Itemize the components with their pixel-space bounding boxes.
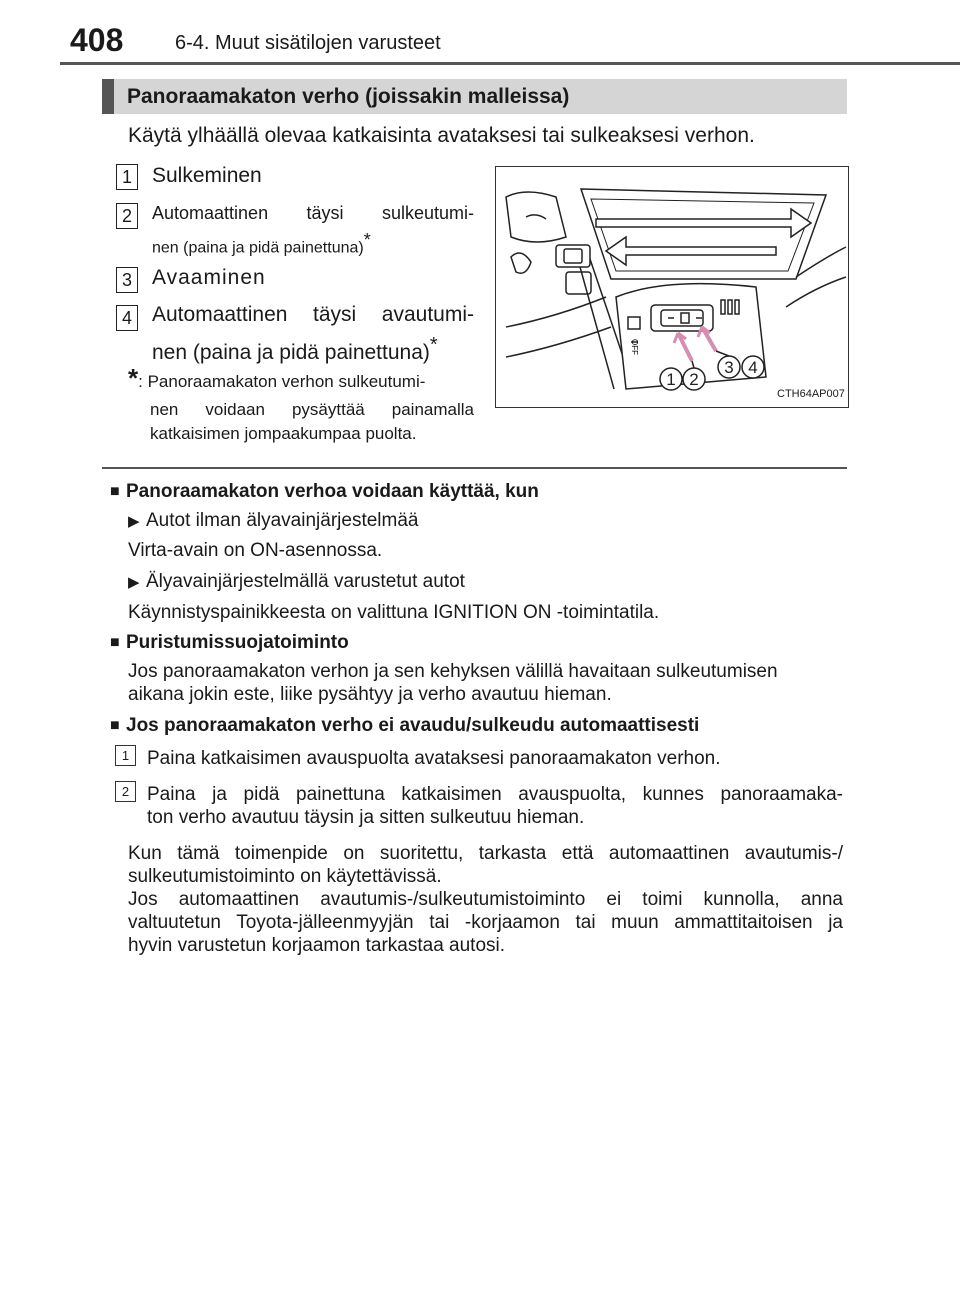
intro-text: Käytä ylhäällä olevaa katkaisinta avataksesi tai sulkeaksesi verhon.	[128, 124, 755, 147]
section-marker-3: ■	[110, 717, 120, 734]
item-number-1: 1	[116, 164, 138, 190]
section-3-para-line2: sulkeutumistoiminto on käytettävissä.	[128, 866, 442, 887]
section-2-line2: aikana jokin este, liike pysähtyy ja verho avautuu hieman.	[128, 684, 612, 705]
item-3-label: Avaaminen	[152, 266, 266, 289]
item-2-asterisk: *	[363, 230, 371, 250]
figure-code: CTH64AP007	[777, 388, 845, 400]
item-4-asterisk: *	[429, 334, 438, 356]
step-2-line2: ton verho avautuu täysin ja sitten sulkeutuu hieman.	[147, 807, 585, 828]
callout-4: 4	[748, 358, 758, 377]
section-marker-1: ■	[110, 483, 120, 500]
section-1-bullet-2: Älyavainjärjestelmällä varustetut autot	[146, 571, 465, 592]
footnote-line3: katkaisimen jompaakumpaa puolta.	[150, 424, 417, 443]
section-3-para-line5: hyvin varustetun korjaamon tarkastaa autosi.	[128, 935, 506, 956]
bullet-arrow-icon-1: ▶	[128, 513, 140, 530]
footnote-line1	[128, 363, 426, 394]
section-3-para-line4: valtuutetun Toyota-jälleenmyyjän tai -korjaamon tai muun ammattitaitoisen ja	[128, 912, 843, 933]
item-4-line2	[152, 334, 438, 365]
section-3-heading: Jos panoraamakaton verho ei avaudu/sulkeudu automaattisesti	[126, 715, 700, 736]
section-title: 6-4. Muut sisätilojen varusteet	[175, 32, 441, 54]
section-2-heading: Puristumissuojatoiminto	[126, 632, 349, 653]
item-number-2: 2	[116, 203, 138, 229]
section-3-para-line3: Jos automaattinen avautumis-/sulkeutumistoiminto ei toimi kunnolla, anna	[128, 889, 843, 910]
illustration-drawing	[496, 167, 848, 407]
step-number-1: 1	[115, 745, 136, 766]
callout-1: 1	[666, 370, 676, 389]
callout-3: 3	[724, 358, 734, 377]
item-2-line2	[152, 230, 371, 257]
step-2-line1: Paina ja pidä painettuna katkaisimen avauspuolta, kunnes panoraamaka-	[147, 784, 843, 805]
footnote-line2: nen voidaan pysäyttää painamalla	[150, 400, 474, 419]
footnote-line1-text: : Panoraamakaton verhon sulkeutumi-	[138, 372, 426, 391]
section-1-text-2: Käynnistyspainikkeesta on valittuna IGNITION ON -toimintatila.	[128, 602, 660, 623]
section-marker-2: ■	[110, 634, 120, 651]
section-1-heading: Panoraamakaton verhoa voidaan käyttää, kun	[126, 481, 539, 502]
item-4-line1: Automaattinen täysi avautumi-	[152, 303, 474, 326]
page-number: 408	[70, 22, 124, 58]
topic-title: Panoraamakaton verho (joissakin malleissa)	[127, 85, 570, 108]
section-1-bullet-1: Autot ilman älyavainjärjestelmää	[146, 510, 419, 531]
item-4-line2-text: nen (paina ja pidä painettuna)	[152, 341, 430, 364]
step-number-2: 2	[115, 781, 136, 802]
item-2-line1: Automaattinen täysi sulkeutumi-	[152, 203, 474, 223]
item-number-3: 3	[116, 267, 138, 293]
footnote-asterisk: *	[128, 363, 139, 393]
section-1-text-1: Virta-avain on ON-asennossa.	[128, 540, 383, 561]
item-1-label: Sulkeminen	[152, 164, 262, 187]
bullet-arrow-icon-2: ▶	[128, 574, 140, 591]
callout-2: 2	[689, 370, 699, 389]
item-number-4: 4	[116, 305, 138, 331]
roof-switch-illustration	[495, 166, 849, 408]
item-2-line2-text: nen (paina ja pidä painettuna)	[152, 239, 364, 257]
section-2-line1: Jos panoraamakaton verhon ja sen kehyksen välillä havaitaan sulkeutumisen	[128, 661, 778, 682]
step-1-text: Paina katkaisimen avauspuolta avataksesi panoraamakaton verhon.	[147, 748, 721, 769]
page-header	[60, 22, 960, 62]
header-divider	[60, 62, 960, 65]
topic-title-bar	[102, 79, 847, 114]
section-divider	[102, 467, 847, 469]
title-accent	[102, 79, 114, 114]
switch-off-label: OFF	[630, 339, 639, 355]
section-3-para-line1: Kun tämä toimenpide on suoritettu, tarkasta että automaattinen avautumis-/	[128, 843, 843, 864]
